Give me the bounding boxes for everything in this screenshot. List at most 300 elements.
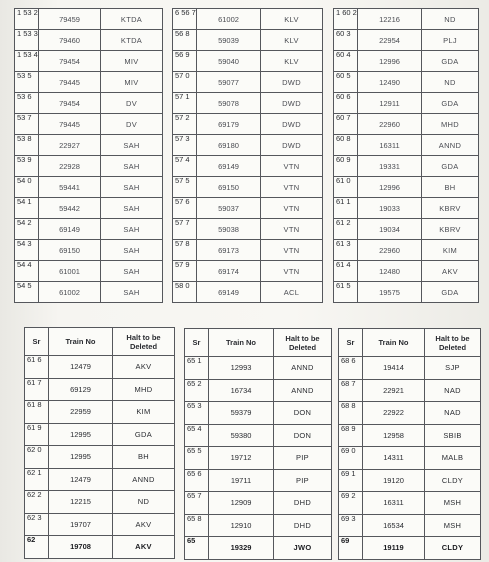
station-cell: CLDY <box>425 537 481 560</box>
train-no-cell: 59442 <box>39 198 101 219</box>
table-row <box>15 198 163 219</box>
sr-cell: 54 1 <box>15 198 39 219</box>
table-row <box>15 177 163 198</box>
train-no-cell: 12995 <box>49 446 113 469</box>
table-row <box>334 93 479 114</box>
table-row <box>185 537 332 560</box>
train-no-cell: 12216 <box>358 9 422 30</box>
table-row <box>25 446 175 469</box>
table-row <box>334 177 479 198</box>
train-no-cell: 19034 <box>358 219 422 240</box>
train-no-cell: 59038 <box>197 219 261 240</box>
station-cell: DWD <box>261 93 323 114</box>
table-row <box>185 402 332 425</box>
table-row <box>173 219 323 240</box>
sr-cell: 53 7 <box>15 114 39 135</box>
sr-cell: 54 0 <box>15 177 39 198</box>
sr-cell: 65 1 <box>185 357 209 380</box>
train-no-cell: 12480 <box>358 261 422 282</box>
train-no-cell: 69150 <box>39 240 101 261</box>
bottom-table-3-body <box>339 357 481 560</box>
sr-cell: 54 2 <box>15 219 39 240</box>
station-cell: SAH <box>101 198 163 219</box>
table-row <box>15 30 163 51</box>
station-cell: DON <box>274 424 332 447</box>
train-no-cell: 79459 <box>39 9 101 30</box>
sr-cell: 68 8 <box>339 402 363 425</box>
train-no-cell: 12490 <box>358 72 422 93</box>
train-no-cell: 12911 <box>358 93 422 114</box>
station-cell: KTDA <box>101 30 163 51</box>
header-sr: Sr <box>185 329 209 357</box>
station-cell: CLDY <box>425 469 481 492</box>
station-cell: GDA <box>422 51 479 72</box>
table-row <box>334 135 479 156</box>
train-no-cell: 61002 <box>39 282 101 303</box>
table-row <box>339 379 481 402</box>
train-no-cell: 22921 <box>363 379 425 402</box>
station-cell: DWD <box>261 72 323 93</box>
station-cell: ANND <box>422 135 479 156</box>
table-row <box>173 114 323 135</box>
train-no-cell: 19329 <box>209 537 274 560</box>
station-cell: DHD <box>274 492 332 515</box>
train-no-cell: 59037 <box>197 198 261 219</box>
sr-cell: 65 4 <box>185 424 209 447</box>
train-no-cell: 14311 <box>363 447 425 470</box>
table-row <box>173 9 323 30</box>
table-row <box>185 514 332 537</box>
station-cell: SJP <box>425 357 481 380</box>
train-no-cell: 22959 <box>49 401 113 424</box>
station-cell: ANND <box>274 379 332 402</box>
sr-cell: 6 56 7 <box>173 9 197 30</box>
table-row <box>15 282 163 303</box>
table-row <box>334 9 479 30</box>
table-row <box>339 514 481 537</box>
table-row <box>25 513 175 536</box>
sr-cell: 57 9 <box>173 261 197 282</box>
table-row <box>15 9 163 30</box>
train-no-cell: 69150 <box>197 177 261 198</box>
table-row <box>185 357 332 380</box>
train-no-cell: 12909 <box>209 492 274 515</box>
sr-cell: 69 0 <box>339 447 363 470</box>
top-table-3 <box>333 8 479 303</box>
station-cell: AKV <box>113 513 175 536</box>
table-row <box>15 261 163 282</box>
station-cell: SAH <box>101 282 163 303</box>
table-row <box>339 357 481 380</box>
station-cell: SAH <box>101 156 163 177</box>
train-no-cell: 16534 <box>363 514 425 537</box>
train-no-cell: 69149 <box>197 156 261 177</box>
station-cell: NAD <box>425 402 481 425</box>
train-no-cell: 69180 <box>197 135 261 156</box>
station-cell: VTN <box>261 261 323 282</box>
table-row <box>334 261 479 282</box>
train-no-cell: 12993 <box>209 357 274 380</box>
station-cell: DV <box>101 114 163 135</box>
train-no-cell: 69129 <box>49 378 113 401</box>
station-cell: VTN <box>261 240 323 261</box>
station-cell: MSH <box>425 492 481 515</box>
station-cell: SBIB <box>425 424 481 447</box>
sr-cell: 65 5 <box>185 447 209 470</box>
table-row <box>25 356 175 379</box>
train-no-cell: 61001 <box>39 261 101 282</box>
table-row <box>25 423 175 446</box>
station-cell: GDA <box>113 423 175 446</box>
station-cell: KLV <box>261 9 323 30</box>
station-cell: PIP <box>274 447 332 470</box>
train-no-cell: 12996 <box>358 177 422 198</box>
sr-cell: 1 53 2 <box>15 9 39 30</box>
train-no-cell: 22928 <box>39 156 101 177</box>
station-cell: GDA <box>422 282 479 303</box>
station-cell: SAH <box>101 261 163 282</box>
sr-cell: 60 6 <box>334 93 358 114</box>
table-row <box>339 447 481 470</box>
station-cell: MIV <box>101 51 163 72</box>
sr-cell: 60 5 <box>334 72 358 93</box>
table-row <box>25 491 175 514</box>
table-row <box>173 156 323 177</box>
sr-cell: 57 5 <box>173 177 197 198</box>
train-no-cell: 19119 <box>363 537 425 560</box>
train-no-cell: 59078 <box>197 93 261 114</box>
table-row <box>339 537 481 560</box>
station-cell: DWD <box>261 135 323 156</box>
table-row <box>339 492 481 515</box>
station-cell: MALB <box>425 447 481 470</box>
table-row <box>173 30 323 51</box>
table-row <box>334 30 479 51</box>
train-no-cell: 22960 <box>358 114 422 135</box>
sr-cell: 65 2 <box>185 379 209 402</box>
sr-cell: 65 7 <box>185 492 209 515</box>
station-cell: GDA <box>422 156 479 177</box>
sr-cell: 68 6 <box>339 357 363 380</box>
bottom-table-2-header <box>185 329 332 357</box>
table-row <box>173 51 323 72</box>
station-cell: PIP <box>274 469 332 492</box>
sr-cell: 56 8 <box>173 30 197 51</box>
header-train-no: Train No <box>209 329 274 357</box>
sr-cell: 61 4 <box>334 261 358 282</box>
train-no-cell: 19120 <box>363 469 425 492</box>
train-no-cell: 16311 <box>363 492 425 515</box>
sr-cell: 61 2 <box>334 219 358 240</box>
bottom-table-3 <box>338 328 481 560</box>
station-cell: AKV <box>422 261 479 282</box>
station-cell: KBRV <box>422 198 479 219</box>
bottom-table-1 <box>24 327 175 559</box>
station-cell: BH <box>113 446 175 469</box>
table-row <box>15 114 163 135</box>
table-row <box>25 378 175 401</box>
header-sr: Sr <box>339 329 363 357</box>
sr-cell: 57 8 <box>173 240 197 261</box>
sr-cell: 61 6 <box>25 356 49 379</box>
table-row <box>339 424 481 447</box>
station-cell: VTN <box>261 198 323 219</box>
sr-cell: 58 0 <box>173 282 197 303</box>
station-cell: ANND <box>274 357 332 380</box>
station-cell: KIM <box>422 240 479 261</box>
train-no-cell: 12479 <box>49 356 113 379</box>
train-no-cell: 12215 <box>49 491 113 514</box>
table-row <box>173 177 323 198</box>
sr-cell: 1 53 3 <box>15 30 39 51</box>
station-cell: ND <box>422 72 479 93</box>
table-row <box>185 424 332 447</box>
station-cell: SAH <box>101 135 163 156</box>
train-no-cell: 79454 <box>39 51 101 72</box>
table-row <box>334 156 479 177</box>
station-cell: DWD <box>261 114 323 135</box>
train-no-cell: 12910 <box>209 514 274 537</box>
sr-cell: 65 8 <box>185 514 209 537</box>
table-row <box>173 198 323 219</box>
station-cell: NAD <box>425 379 481 402</box>
top-table-1 <box>14 8 163 303</box>
header-halt-to-be-deleted: Halt to be Deleted <box>274 329 332 357</box>
sr-cell: 62 2 <box>25 491 49 514</box>
station-cell: GDA <box>422 93 479 114</box>
sr-cell: 53 5 <box>15 72 39 93</box>
train-no-cell: 69174 <box>197 261 261 282</box>
train-no-cell: 19414 <box>363 357 425 380</box>
sr-cell: 60 3 <box>334 30 358 51</box>
top-table-2-body <box>173 9 323 303</box>
top-table-1-body <box>15 9 163 303</box>
train-no-cell: 79445 <box>39 72 101 93</box>
table-row <box>334 51 479 72</box>
station-cell: KTDA <box>101 9 163 30</box>
sr-cell: 61 1 <box>334 198 358 219</box>
station-cell: KLV <box>261 51 323 72</box>
train-no-cell: 19708 <box>49 536 113 559</box>
station-cell: DHD <box>274 514 332 537</box>
sr-cell: 60 9 <box>334 156 358 177</box>
station-cell: VTN <box>261 219 323 240</box>
train-no-cell: 59039 <box>197 30 261 51</box>
train-no-cell: 59379 <box>209 402 274 425</box>
station-cell: KLV <box>261 30 323 51</box>
table-row <box>334 72 479 93</box>
table-row <box>15 72 163 93</box>
sr-cell: 61 5 <box>334 282 358 303</box>
sr-cell: 61 8 <box>25 401 49 424</box>
bottom-table-3-header <box>339 329 481 357</box>
sr-cell: 60 7 <box>334 114 358 135</box>
table-row <box>15 135 163 156</box>
sr-cell: 57 6 <box>173 198 197 219</box>
sr-cell: 54 5 <box>15 282 39 303</box>
station-cell: DON <box>274 402 332 425</box>
train-no-cell: 69149 <box>197 282 261 303</box>
table-row <box>15 93 163 114</box>
sr-cell: 57 7 <box>173 219 197 240</box>
train-no-cell: 79445 <box>39 114 101 135</box>
train-no-cell: 69173 <box>197 240 261 261</box>
station-cell: JWO <box>274 537 332 560</box>
station-cell: MHD <box>113 378 175 401</box>
sr-cell: 69 <box>339 537 363 560</box>
sr-cell: 62 3 <box>25 513 49 536</box>
table-row <box>25 536 175 559</box>
station-cell: MSH <box>425 514 481 537</box>
station-cell: ND <box>113 491 175 514</box>
table-row <box>173 261 323 282</box>
sr-cell: 69 2 <box>339 492 363 515</box>
table-row <box>15 240 163 261</box>
sr-cell: 68 9 <box>339 424 363 447</box>
train-no-cell: 16311 <box>358 135 422 156</box>
station-cell: AKV <box>113 536 175 559</box>
sr-cell: 56 9 <box>173 51 197 72</box>
sr-cell: 62 1 <box>25 468 49 491</box>
bottom-table-1-header <box>25 328 175 356</box>
table-row <box>334 114 479 135</box>
sr-cell: 61 7 <box>25 378 49 401</box>
header-sr: Sr <box>25 328 49 356</box>
table-row <box>334 282 479 303</box>
sr-cell: 68 7 <box>339 379 363 402</box>
sr-cell: 1 60 2 <box>334 9 358 30</box>
table-row <box>185 469 332 492</box>
train-no-cell: 79460 <box>39 30 101 51</box>
train-no-cell: 59077 <box>197 72 261 93</box>
train-no-cell: 22927 <box>39 135 101 156</box>
station-cell: BH <box>422 177 479 198</box>
sr-cell: 65 <box>185 537 209 560</box>
station-cell: MIV <box>101 72 163 93</box>
train-no-cell: 59040 <box>197 51 261 72</box>
station-cell: AKV <box>113 356 175 379</box>
sr-cell: 1 53 4 <box>15 51 39 72</box>
train-no-cell: 19331 <box>358 156 422 177</box>
train-no-cell: 19712 <box>209 447 274 470</box>
station-cell: ANND <box>113 468 175 491</box>
sr-cell: 65 3 <box>185 402 209 425</box>
table-row <box>334 219 479 240</box>
train-no-cell: 19711 <box>209 469 274 492</box>
table-row <box>334 240 479 261</box>
sr-cell: 65 6 <box>185 469 209 492</box>
table-row <box>15 51 163 72</box>
bottom-table-1-body <box>25 356 175 559</box>
train-no-cell: 12995 <box>49 423 113 446</box>
bottom-table-2-body <box>185 357 332 560</box>
station-cell: ND <box>422 9 479 30</box>
top-table-2 <box>172 8 323 303</box>
header-halt-to-be-deleted: Halt to be Deleted <box>425 329 481 357</box>
station-cell: DV <box>101 93 163 114</box>
sr-cell: 53 6 <box>15 93 39 114</box>
station-cell: VTN <box>261 177 323 198</box>
sr-cell: 61 0 <box>334 177 358 198</box>
table-row <box>173 93 323 114</box>
sr-cell: 54 4 <box>15 261 39 282</box>
table-row <box>173 135 323 156</box>
table-row <box>339 469 481 492</box>
table-row <box>173 72 323 93</box>
sr-cell: 62 <box>25 536 49 559</box>
sr-cell: 69 1 <box>339 469 363 492</box>
sr-cell: 57 1 <box>173 93 197 114</box>
sr-cell: 61 9 <box>25 423 49 446</box>
table-row <box>334 198 479 219</box>
station-cell: ACL <box>261 282 323 303</box>
train-no-cell: 22954 <box>358 30 422 51</box>
sr-cell: 69 3 <box>339 514 363 537</box>
sr-cell: 57 0 <box>173 72 197 93</box>
train-no-cell: 69179 <box>197 114 261 135</box>
table-row <box>185 447 332 470</box>
train-no-cell: 22922 <box>363 402 425 425</box>
sr-cell: 57 2 <box>173 114 197 135</box>
station-cell: VTN <box>261 156 323 177</box>
table-row <box>339 402 481 425</box>
sr-cell: 57 3 <box>173 135 197 156</box>
train-no-cell: 12958 <box>363 424 425 447</box>
station-cell: MHD <box>422 114 479 135</box>
sr-cell: 53 9 <box>15 156 39 177</box>
sr-cell: 60 4 <box>334 51 358 72</box>
train-no-cell: 19575 <box>358 282 422 303</box>
train-no-cell: 59441 <box>39 177 101 198</box>
sr-cell: 62 0 <box>25 446 49 469</box>
train-no-cell: 61002 <box>197 9 261 30</box>
top-table-3-body <box>334 9 479 303</box>
train-no-cell: 16734 <box>209 379 274 402</box>
station-cell: SAH <box>101 219 163 240</box>
table-row <box>185 492 332 515</box>
table-row <box>15 156 163 177</box>
sr-cell: 60 8 <box>334 135 358 156</box>
table-row <box>173 240 323 261</box>
station-cell: KIM <box>113 401 175 424</box>
table-row <box>15 219 163 240</box>
station-cell: SAH <box>101 240 163 261</box>
train-no-cell: 19707 <box>49 513 113 536</box>
station-cell: KBRV <box>422 219 479 240</box>
train-no-cell: 12996 <box>358 51 422 72</box>
sr-cell: 54 3 <box>15 240 39 261</box>
header-train-no: Train No <box>363 329 425 357</box>
train-no-cell: 22960 <box>358 240 422 261</box>
table-row <box>173 282 323 303</box>
sr-cell: 53 8 <box>15 135 39 156</box>
header-halt-to-be-deleted: Halt to be Deleted <box>113 328 175 356</box>
train-no-cell: 79454 <box>39 93 101 114</box>
header-train-no: Train No <box>49 328 113 356</box>
station-cell: SAH <box>101 177 163 198</box>
train-no-cell: 12479 <box>49 468 113 491</box>
table-row <box>25 401 175 424</box>
table-row <box>185 379 332 402</box>
sr-cell: 61 3 <box>334 240 358 261</box>
bottom-table-2 <box>184 328 332 560</box>
sr-cell: 57 4 <box>173 156 197 177</box>
station-cell: PLJ <box>422 30 479 51</box>
table-row <box>25 468 175 491</box>
train-no-cell: 69149 <box>39 219 101 240</box>
train-no-cell: 59380 <box>209 424 274 447</box>
train-no-cell: 19033 <box>358 198 422 219</box>
